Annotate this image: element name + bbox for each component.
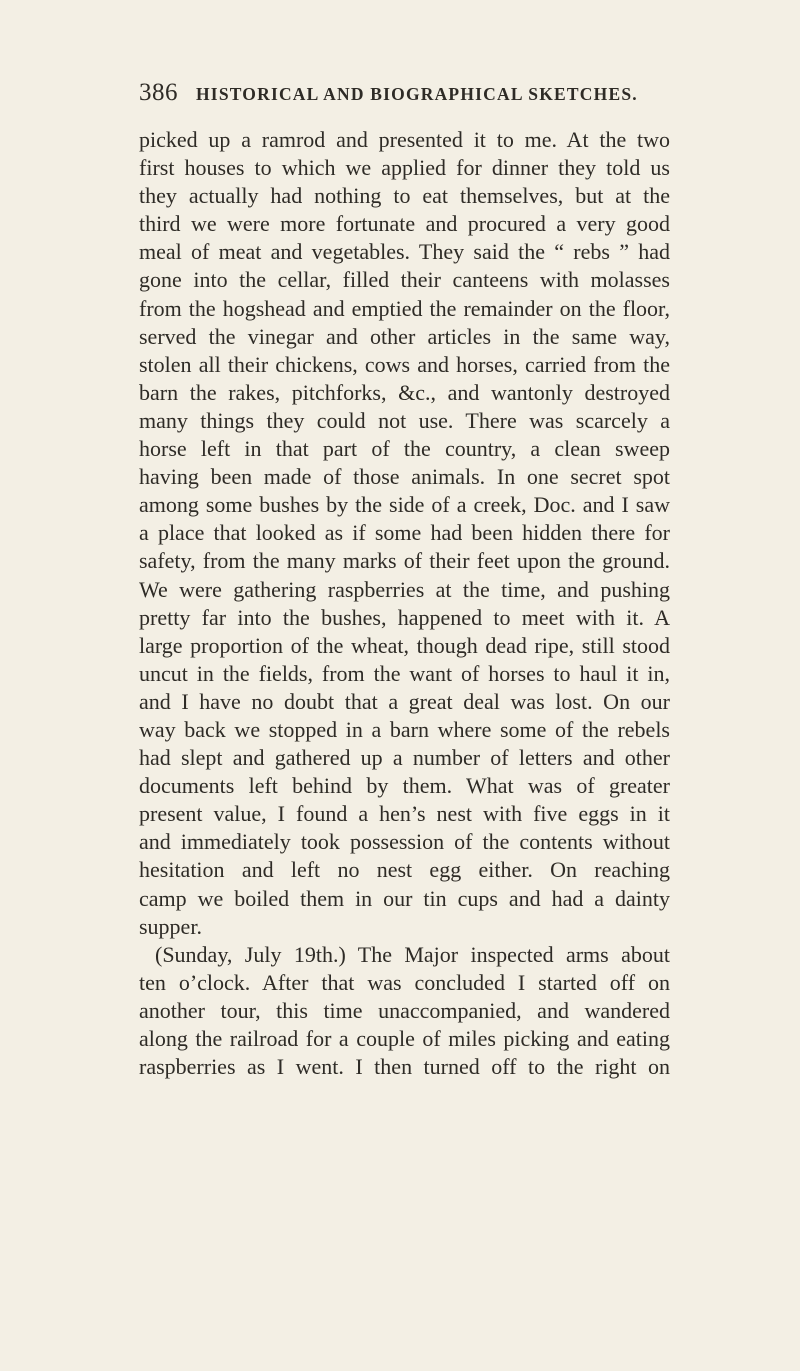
text-line: safety, from the many marks of their feet upon the ground. bbox=[139, 548, 670, 574]
text-line: and I have no doubt that a great deal was lost. On our bbox=[139, 688, 670, 714]
text-line: hesitation and left no nest egg either. On reaching bbox=[139, 857, 670, 883]
text-line: camp we boiled them in our tin cups and had a dainty bbox=[139, 885, 670, 911]
text-line: and immediately took possession of the contents without bbox=[139, 829, 670, 855]
text-line: many things they could not use. There was scarcely a bbox=[139, 407, 670, 433]
text-line: supper. bbox=[139, 913, 202, 939]
text-line: pretty far into the bushes, happened to meet with it. A bbox=[139, 604, 670, 630]
text-line: they actually had nothing to eat themselves, but at the bbox=[139, 183, 670, 209]
text-line: stolen all their chickens, cows and horses, carried from the bbox=[139, 351, 670, 377]
text-line: a place that looked as if some had been hidden there for bbox=[139, 520, 670, 546]
text-line: picked up a ramrod and presented it to me. At the two bbox=[139, 127, 670, 152]
text-line: documents left behind by them. What was of greater bbox=[139, 773, 670, 799]
text-line: way back we stopped in a barn where some of the rebels bbox=[139, 716, 670, 742]
text-line: ten o’clock. After that was concluded I started off on bbox=[139, 969, 670, 995]
text-line: raspberries as I went. I then turned off to the right on bbox=[139, 1054, 670, 1080]
text-line: another tour, this time unaccompanied, and wandered bbox=[139, 997, 670, 1023]
text-line: served the vinegar and other articles in the same way, bbox=[139, 323, 670, 349]
text-line: third we were more fortunate and procured a very good bbox=[139, 211, 670, 237]
text-line: We were gathering raspberries at the time, and pushing bbox=[139, 576, 670, 602]
text-line: first houses to which we applied for dinner they told us bbox=[139, 155, 670, 181]
text-line: gone into the cellar, filled their canteens with molasses bbox=[139, 267, 670, 293]
text-line: meal of meat and vegetables. They said the “ rebs ” had bbox=[139, 239, 670, 265]
text-line: uncut in the fields, from the want of horses to haul it in, bbox=[139, 660, 670, 686]
text-line: (Sunday, July 19th.) The Major inspected arms about bbox=[155, 941, 670, 967]
text-line: among some bushes by the side of a creek, Doc. and I saw bbox=[139, 492, 670, 518]
text-line: from the hogshead and emptied the remainder on the floor, bbox=[139, 295, 670, 321]
running-head: HISTORICAL AND BIOGRAPHICAL SKETCHES. bbox=[196, 84, 638, 104]
page-header bbox=[139, 79, 699, 107]
text-line: having been made of those animals. In one secret spot bbox=[139, 464, 670, 490]
text-line: along the railroad for a couple of miles picking and eating bbox=[139, 1026, 670, 1051]
text-line: present value, I found a hen’s nest with five eggs in it bbox=[139, 801, 670, 827]
body-text bbox=[139, 126, 670, 1081]
text-line: barn the rakes, pitchforks, &c., and wantonly destroyed bbox=[139, 379, 670, 405]
text-line: horse left in that part of the country, a clean sweep bbox=[139, 436, 670, 462]
text-line: had slept and gathered up a number of letters and other bbox=[139, 745, 670, 771]
text-line: large proportion of the wheat, though dead ripe, still stood bbox=[139, 632, 670, 658]
page-number: 386 bbox=[139, 79, 178, 106]
